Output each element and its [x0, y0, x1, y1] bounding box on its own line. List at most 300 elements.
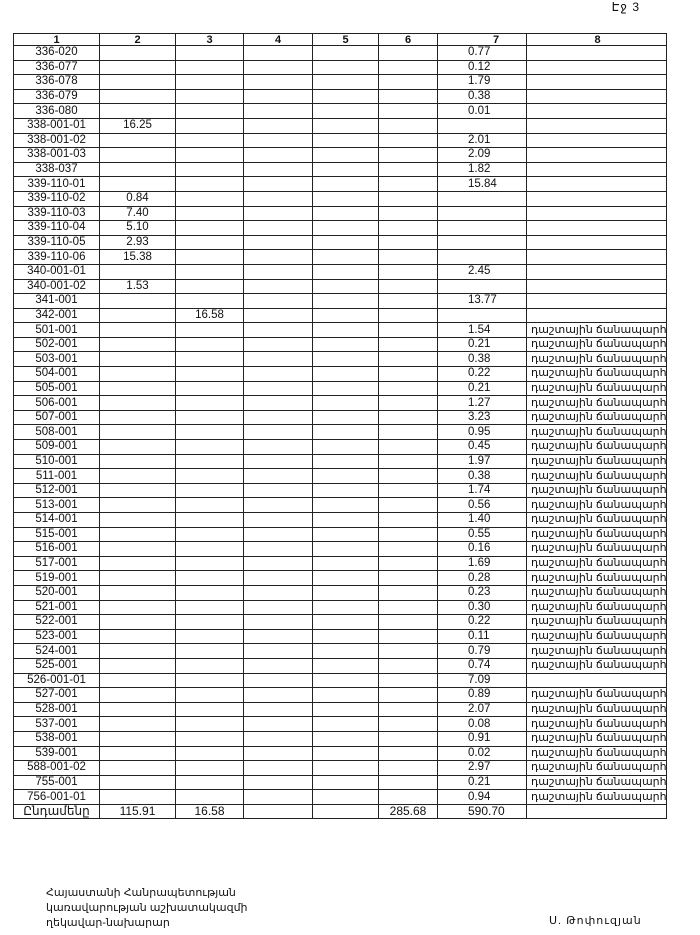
- cell-col-2: [100, 658, 176, 673]
- cell-col-6: [379, 46, 438, 61]
- cell-col-4: [244, 235, 313, 250]
- cell-col-8: [527, 308, 667, 323]
- cell-col-3: [176, 250, 244, 265]
- cell-col-8: [527, 294, 667, 309]
- cell-col-5: [313, 162, 379, 177]
- cell-col-2: 15.38: [100, 250, 176, 265]
- table-row: [14, 615, 667, 630]
- cell-col-5: [313, 483, 379, 498]
- cell-col-3: [176, 323, 244, 338]
- cell-col-7: 1.40: [438, 513, 527, 528]
- cell-col-7: [438, 308, 527, 323]
- table-row: [14, 133, 667, 148]
- cell-col-3: [176, 46, 244, 61]
- cell-col-8: [527, 60, 667, 75]
- cell-col-2: [100, 469, 176, 484]
- table-row: [14, 221, 667, 236]
- cell-col-2: [100, 644, 176, 659]
- table-row: [14, 206, 667, 221]
- cell-col-4: [244, 527, 313, 542]
- cell-col-3: [176, 396, 244, 411]
- cell-col-2: [100, 294, 176, 309]
- cell-col-7: 0.56: [438, 498, 527, 513]
- cell-col-8: դաշտային ճանապարհ: [527, 527, 667, 542]
- cell-col-7: 13.77: [438, 294, 527, 309]
- cell-col-4: [244, 571, 313, 586]
- cell-col-7: 0.91: [438, 731, 527, 746]
- cell-col-2: [100, 498, 176, 513]
- cell-col-3: [176, 177, 244, 192]
- cell-col-1: 336-078: [14, 75, 100, 90]
- cell-col-2: [100, 527, 176, 542]
- cell-col-8: դաշտային ճանապարհ: [527, 731, 667, 746]
- cell-col-7: 0.79: [438, 644, 527, 659]
- cell-col-2: 2.93: [100, 235, 176, 250]
- cell-col-5: [313, 177, 379, 192]
- table-row: [14, 688, 667, 703]
- footer-line: ղեկավար-նախարար: [46, 917, 170, 929]
- cell-col-1: 338-001-02: [14, 133, 100, 148]
- cell-col-5: [313, 308, 379, 323]
- table-row: [14, 483, 667, 498]
- cell-col-2: 5.10: [100, 221, 176, 236]
- cell-col-4: [244, 148, 313, 163]
- cell-col-5: [313, 104, 379, 119]
- table-row: [14, 658, 667, 673]
- table-row: [14, 352, 667, 367]
- cell-col-6: [379, 162, 438, 177]
- cell-col-4: [244, 425, 313, 440]
- cell-col-8: դաշտային ճանապարհ: [527, 498, 667, 513]
- cell-col-4: [244, 104, 313, 119]
- cell-col-2: [100, 323, 176, 338]
- cell-col-3: [176, 221, 244, 236]
- cell-col-6: [379, 206, 438, 221]
- cell-col-8: դաշտային ճանապարհ: [527, 396, 667, 411]
- table-row: [14, 469, 667, 484]
- cell-col-6: 285.68: [379, 804, 438, 819]
- cell-col-5: [313, 688, 379, 703]
- cell-col-6: [379, 337, 438, 352]
- cell-col-2: [100, 600, 176, 615]
- cell-col-3: [176, 571, 244, 586]
- cell-col-4: [244, 118, 313, 133]
- cell-col-4: [244, 498, 313, 513]
- table-row: [14, 323, 667, 338]
- table-row: [14, 250, 667, 265]
- cell-col-5: [313, 658, 379, 673]
- cell-col-4: [244, 221, 313, 236]
- cell-col-5: [313, 542, 379, 557]
- cell-col-5: [313, 425, 379, 440]
- cell-col-4: [244, 381, 313, 396]
- cell-col-6: [379, 191, 438, 206]
- table-row: [14, 571, 667, 586]
- cell-col-6: [379, 600, 438, 615]
- cell-col-5: [313, 702, 379, 717]
- cell-col-7: 0.02: [438, 746, 527, 761]
- cell-col-3: [176, 615, 244, 630]
- cell-col-7: 0.01: [438, 104, 527, 119]
- cell-col-1: 523-001: [14, 629, 100, 644]
- cell-col-7: 0.89: [438, 688, 527, 703]
- cell-col-1: 539-001: [14, 746, 100, 761]
- cell-col-7: 0.22: [438, 615, 527, 630]
- cell-col-2: [100, 731, 176, 746]
- cell-col-1: 514-001: [14, 513, 100, 528]
- cell-col-8: դաշտային ճանապարհ: [527, 717, 667, 732]
- cell-col-8: [527, 250, 667, 265]
- cell-col-7: 1.82: [438, 162, 527, 177]
- cell-col-3: [176, 410, 244, 425]
- cell-col-1: 342-001: [14, 308, 100, 323]
- table-row: [14, 629, 667, 644]
- cell-col-8: դաշտային ճանապարհ: [527, 585, 667, 600]
- cell-col-4: [244, 542, 313, 557]
- cell-col-6: [379, 396, 438, 411]
- cell-col-1: 338-001-03: [14, 148, 100, 163]
- cell-col-5: [313, 527, 379, 542]
- cell-col-4: [244, 717, 313, 732]
- cell-col-7: 1.54: [438, 323, 527, 338]
- cell-col-6: [379, 381, 438, 396]
- table-row: [14, 264, 667, 279]
- cell-col-6: [379, 775, 438, 790]
- cell-col-4: [244, 804, 313, 819]
- cell-col-5: [313, 191, 379, 206]
- cell-col-8: դաշտային ճանապարհ: [527, 352, 667, 367]
- cell-col-4: [244, 162, 313, 177]
- cell-col-7: 0.21: [438, 337, 527, 352]
- cell-col-8: [527, 279, 667, 294]
- cell-col-7: 0.38: [438, 352, 527, 367]
- cell-col-1: 336-080: [14, 104, 100, 119]
- cell-col-1: 339-110-06: [14, 250, 100, 265]
- cell-col-6: [379, 264, 438, 279]
- cell-col-6: [379, 585, 438, 600]
- cell-col-4: [244, 775, 313, 790]
- cell-col-7: 15.84: [438, 177, 527, 192]
- cell-col-7: 0.21: [438, 775, 527, 790]
- cell-col-6: [379, 177, 438, 192]
- cell-col-8: դաշտային ճանապարհ: [527, 629, 667, 644]
- cell-col-2: [100, 60, 176, 75]
- cell-col-6: [379, 410, 438, 425]
- land-plots-table: [13, 33, 667, 819]
- cell-col-5: [313, 279, 379, 294]
- cell-col-1: 526-001-01: [14, 673, 100, 688]
- cell-col-1: 588-001-02: [14, 761, 100, 776]
- cell-col-2: [100, 790, 176, 805]
- cell-col-4: [244, 585, 313, 600]
- cell-col-1: 339-110-04: [14, 221, 100, 236]
- cell-col-6: [379, 250, 438, 265]
- cell-col-3: [176, 425, 244, 440]
- cell-col-7: 7: [438, 34, 527, 46]
- cell-col-3: [176, 118, 244, 133]
- cell-col-8: դաշտային ճանապարհ: [527, 410, 667, 425]
- cell-col-5: [313, 498, 379, 513]
- cell-col-3: [176, 629, 244, 644]
- cell-col-1: 336-020: [14, 46, 100, 61]
- table-row: [14, 104, 667, 119]
- cell-col-1: 517-001: [14, 556, 100, 571]
- cell-col-3: [176, 600, 244, 615]
- table-row: [14, 454, 667, 469]
- cell-col-4: [244, 629, 313, 644]
- cell-col-6: [379, 673, 438, 688]
- cell-col-6: [379, 542, 438, 557]
- cell-col-7: 3.23: [438, 410, 527, 425]
- cell-col-5: 5: [313, 34, 379, 46]
- cell-col-5: [313, 148, 379, 163]
- cell-col-3: [176, 542, 244, 557]
- cell-col-6: [379, 556, 438, 571]
- cell-col-8: [527, 235, 667, 250]
- cell-col-7: 0.45: [438, 440, 527, 455]
- table-row: [14, 235, 667, 250]
- cell-col-5: [313, 352, 379, 367]
- cell-col-8: դաշտային ճանապարհ: [527, 367, 667, 382]
- cell-col-6: [379, 790, 438, 805]
- cell-col-7: [438, 118, 527, 133]
- cell-col-1: 510-001: [14, 454, 100, 469]
- cell-col-5: [313, 513, 379, 528]
- cell-col-1: 509-001: [14, 440, 100, 455]
- cell-col-2: [100, 308, 176, 323]
- cell-col-8: դաշտային ճանապարհ: [527, 323, 667, 338]
- cell-col-6: [379, 440, 438, 455]
- header-row: [14, 34, 667, 46]
- cell-col-3: [176, 498, 244, 513]
- cell-col-5: [313, 761, 379, 776]
- cell-col-1: 756-001-01: [14, 790, 100, 805]
- table-row: [14, 337, 667, 352]
- table-row: [14, 498, 667, 513]
- cell-col-1: 339-110-05: [14, 235, 100, 250]
- cell-col-2: [100, 148, 176, 163]
- cell-col-4: [244, 410, 313, 425]
- cell-col-5: [313, 367, 379, 382]
- cell-col-1: 519-001: [14, 571, 100, 586]
- cell-col-3: [176, 775, 244, 790]
- cell-col-4: [244, 279, 313, 294]
- cell-col-4: [244, 731, 313, 746]
- cell-col-2: [100, 615, 176, 630]
- cell-col-1: 339-110-03: [14, 206, 100, 221]
- cell-col-7: [438, 191, 527, 206]
- cell-col-2: [100, 367, 176, 382]
- cell-col-4: [244, 454, 313, 469]
- cell-col-5: [313, 75, 379, 90]
- cell-col-5: [313, 790, 379, 805]
- table-row: [14, 89, 667, 104]
- cell-col-8: 8: [527, 34, 667, 46]
- cell-col-1: 336-079: [14, 89, 100, 104]
- cell-col-1: 516-001: [14, 542, 100, 557]
- cell-col-1: 338-037: [14, 162, 100, 177]
- cell-col-3: [176, 556, 244, 571]
- cell-col-3: [176, 162, 244, 177]
- cell-col-8: դաշտային ճանապարհ: [527, 542, 667, 557]
- cell-col-8: դաշտային ճանապարհ: [527, 658, 667, 673]
- cell-col-2: 0.84: [100, 191, 176, 206]
- cell-col-7: 0.77: [438, 46, 527, 61]
- cell-col-6: [379, 221, 438, 236]
- cell-col-6: [379, 688, 438, 703]
- table-row: [14, 542, 667, 557]
- table-row: [14, 294, 667, 309]
- cell-col-7: [438, 235, 527, 250]
- cell-col-4: [244, 352, 313, 367]
- cell-col-8: դաշտային ճանապարհ: [527, 440, 667, 455]
- footer-line: Հայաստանի Հանրապետության: [46, 887, 236, 899]
- cell-col-1: 521-001: [14, 600, 100, 615]
- cell-col-5: [313, 717, 379, 732]
- cell-col-6: [379, 148, 438, 163]
- cell-col-5: [313, 221, 379, 236]
- cell-col-4: [244, 658, 313, 673]
- cell-col-8: [527, 804, 667, 819]
- cell-col-4: [244, 556, 313, 571]
- cell-col-2: [100, 104, 176, 119]
- cell-col-5: [313, 337, 379, 352]
- table-row: [14, 440, 667, 455]
- cell-col-4: [244, 206, 313, 221]
- cell-col-1: 512-001: [14, 483, 100, 498]
- cell-col-7: 0.08: [438, 717, 527, 732]
- cell-col-8: [527, 148, 667, 163]
- cell-col-8: դաշտային ճանապարհ: [527, 775, 667, 790]
- cell-col-5: [313, 89, 379, 104]
- cell-col-5: [313, 381, 379, 396]
- cell-col-4: [244, 75, 313, 90]
- cell-col-4: [244, 483, 313, 498]
- cell-col-3: 3: [176, 34, 244, 46]
- table-row: [14, 585, 667, 600]
- cell-col-8: դաշտային ճանապարհ: [527, 688, 667, 703]
- cell-col-2: [100, 688, 176, 703]
- cell-col-7: [438, 206, 527, 221]
- cell-col-5: [313, 118, 379, 133]
- cell-col-3: [176, 133, 244, 148]
- cell-col-3: [176, 644, 244, 659]
- cell-col-1: 511-001: [14, 469, 100, 484]
- cell-col-8: [527, 191, 667, 206]
- cell-col-6: [379, 279, 438, 294]
- table-row: [14, 790, 667, 805]
- cell-col-3: [176, 440, 244, 455]
- cell-col-4: [244, 469, 313, 484]
- cell-col-8: [527, 133, 667, 148]
- cell-col-6: [379, 133, 438, 148]
- cell-col-3: [176, 294, 244, 309]
- table-row: [14, 731, 667, 746]
- cell-col-6: [379, 308, 438, 323]
- cell-col-7: 0.30: [438, 600, 527, 615]
- cell-col-4: [244, 133, 313, 148]
- cell-col-7: 0.95: [438, 425, 527, 440]
- cell-col-8: դաշտային ճանապարհ: [527, 746, 667, 761]
- cell-col-7: [438, 250, 527, 265]
- cell-col-5: [313, 585, 379, 600]
- cell-col-3: [176, 381, 244, 396]
- cell-col-3: [176, 585, 244, 600]
- cell-col-3: [176, 148, 244, 163]
- page-number: Էջ 3: [611, 0, 640, 14]
- cell-col-1: 340-001-01: [14, 264, 100, 279]
- cell-col-6: [379, 454, 438, 469]
- cell-col-2: [100, 761, 176, 776]
- table-row: [14, 673, 667, 688]
- cell-col-4: [244, 250, 313, 265]
- cell-col-1: Ընդամենը: [14, 804, 100, 819]
- cell-col-5: [313, 133, 379, 148]
- footer-line: կառավարության աշխատակազմի: [46, 902, 248, 914]
- cell-col-8: դաշտային ճանապարհ: [527, 513, 667, 528]
- cell-col-3: [176, 527, 244, 542]
- cell-col-8: դաշտային ճանապարհ: [527, 761, 667, 776]
- cell-col-3: [176, 731, 244, 746]
- cell-col-5: [313, 615, 379, 630]
- cell-col-4: [244, 746, 313, 761]
- table-row: [14, 308, 667, 323]
- cell-col-3: [176, 89, 244, 104]
- cell-col-8: [527, 75, 667, 90]
- cell-col-1: 528-001: [14, 702, 100, 717]
- cell-col-6: [379, 235, 438, 250]
- cell-col-7: 0.21: [438, 381, 527, 396]
- cell-col-2: [100, 425, 176, 440]
- table-row: [14, 717, 667, 732]
- cell-col-8: դաշտային ճանապարհ: [527, 702, 667, 717]
- cell-col-1: 508-001: [14, 425, 100, 440]
- cell-col-3: [176, 206, 244, 221]
- cell-col-7: 0.22: [438, 367, 527, 382]
- cell-col-3: [176, 104, 244, 119]
- cell-col-1: 503-001: [14, 352, 100, 367]
- cell-col-7: 2.97: [438, 761, 527, 776]
- table-row: [14, 148, 667, 163]
- table-row: [14, 177, 667, 192]
- cell-col-6: [379, 425, 438, 440]
- cell-col-5: [313, 454, 379, 469]
- cell-col-8: դաշտային ճանապարհ: [527, 615, 667, 630]
- cell-col-1: 341-001: [14, 294, 100, 309]
- cell-col-2: 1.53: [100, 279, 176, 294]
- table-row: [14, 600, 667, 615]
- table-row: [14, 279, 667, 294]
- cell-col-3: [176, 75, 244, 90]
- cell-col-3: [176, 688, 244, 703]
- cell-col-4: [244, 396, 313, 411]
- cell-col-7: 0.12: [438, 60, 527, 75]
- cell-col-1: 505-001: [14, 381, 100, 396]
- table-row: [14, 410, 667, 425]
- cell-col-3: [176, 60, 244, 75]
- cell-col-3: [176, 513, 244, 528]
- cell-col-3: [176, 191, 244, 206]
- cell-col-7: 0.38: [438, 89, 527, 104]
- table-row: [14, 513, 667, 528]
- cell-col-7: 0.23: [438, 585, 527, 600]
- cell-col-3: [176, 483, 244, 498]
- cell-col-7: 2.07: [438, 702, 527, 717]
- cell-col-5: [313, 396, 379, 411]
- cell-col-3: [176, 717, 244, 732]
- cell-col-8: դաշտային ճանապարհ: [527, 571, 667, 586]
- table-row: [14, 46, 667, 61]
